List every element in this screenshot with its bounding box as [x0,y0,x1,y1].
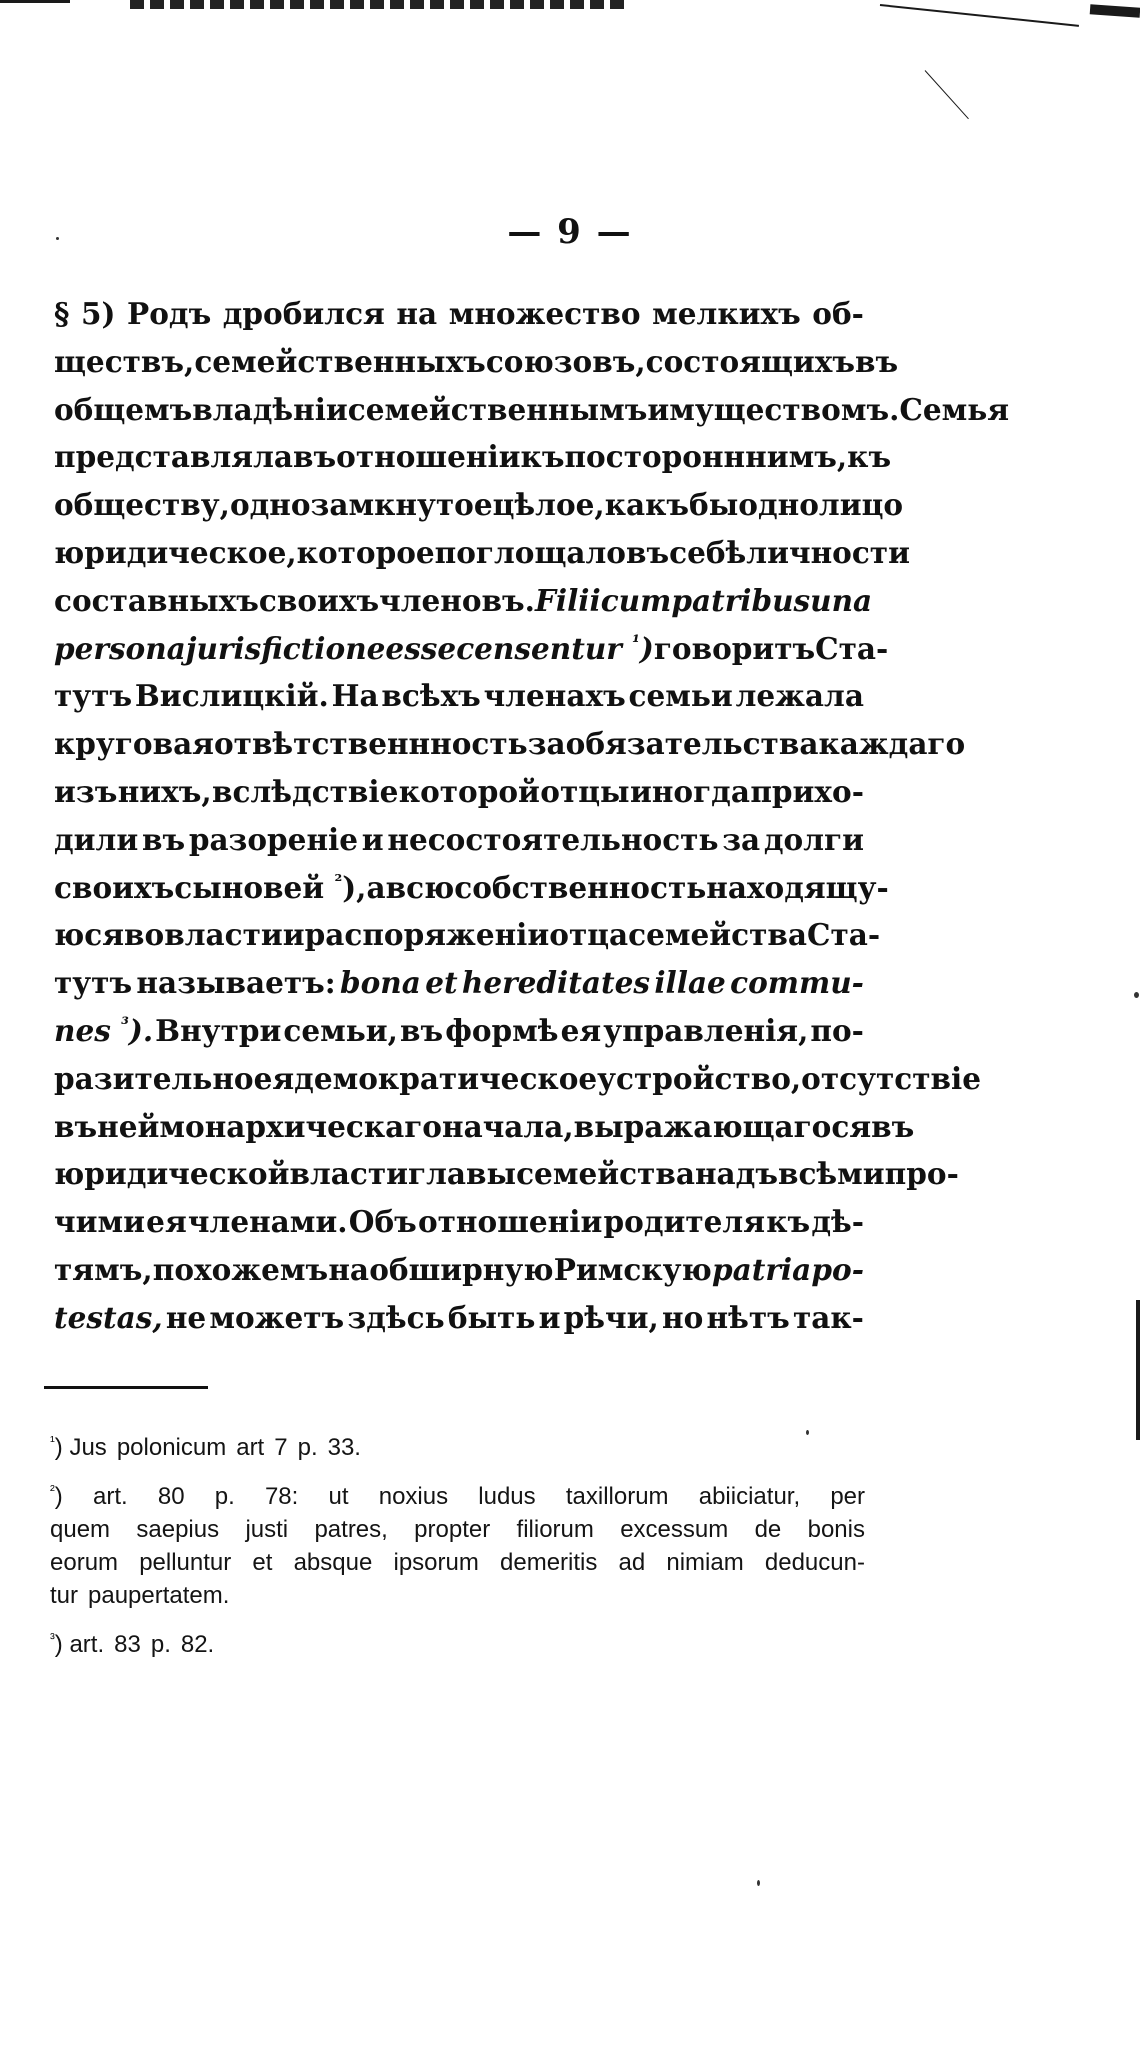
word: про- [884,1156,959,1192]
text-line [54,290,864,338]
word: absque [293,1549,373,1576]
footnote-line [50,1546,865,1579]
word: въ [293,439,337,475]
word: una [810,582,873,618]
word: владѣніи [192,391,348,427]
word: поглощало [434,534,626,570]
word: можетъ [209,1299,345,1335]
word: разореніе [188,821,359,857]
word: $^{^3}$) art. [50,1631,105,1658]
word: тямъ, [54,1251,153,1287]
word: къ [766,1204,811,1240]
word: justi [245,1516,289,1543]
footnote-3 [50,1628,865,1661]
word: Filii [534,582,601,618]
word: состоящихъ [645,343,855,379]
word: pelluntur [139,1549,232,1576]
word: мелкихъ [652,296,801,331]
word: демократическое [294,1060,598,1096]
word: Ста- [807,917,881,953]
word: ut [328,1483,349,1510]
word: но [662,1299,704,1335]
text-line [54,386,1010,434]
word: которой [398,773,540,809]
word: за [527,726,566,762]
word: чими [54,1204,145,1240]
word: bonis [807,1516,865,1543]
word: управленія, [603,1012,809,1048]
text-line [54,577,873,625]
word: p. [297,1434,318,1461]
word: посторонннимъ, [564,439,848,475]
word: монархическаго [159,1108,442,1144]
word: каждаго [818,726,966,762]
word: имуществомъ. [647,391,900,427]
word: patribus [671,582,811,618]
word: Семья [899,391,1010,427]
word: въ [54,1108,98,1144]
word: На [331,678,379,714]
word: 83 [114,1631,141,1658]
word: круговая [54,726,214,762]
word: юридическое, [54,534,297,570]
word: юся [54,917,125,953]
word: Внутри [155,1012,282,1048]
word: членахъ [483,678,626,714]
word: составныхъ [54,582,259,618]
word: ludus [478,1483,536,1510]
footnotes [50,1431,865,1661]
word: отца [549,917,629,953]
word: tur [50,1582,79,1609]
text-line [54,529,910,577]
scan-speck [757,1880,760,1886]
text-line [54,625,889,673]
word: находящу- [706,869,889,905]
body-text [54,290,1010,1342]
word: polonicum [116,1434,227,1461]
word: во [124,917,165,953]
text-line [54,338,899,386]
word: art [236,1434,265,1461]
word: семейственныхъ [194,343,486,379]
word: обширную [369,1251,554,1287]
word: censentur $^{^1}$) [456,630,654,666]
text-line [54,672,864,720]
word: иногда [629,773,750,809]
word: своихъ [54,869,175,905]
word: ad [618,1549,646,1576]
word: ея [560,1012,602,1048]
word: et [425,965,458,1001]
word: deducun- [764,1549,865,1576]
text-line [54,433,892,481]
page-number: — 9 — [507,212,633,252]
word: бы [689,487,739,523]
word: тутъ [54,965,133,1001]
word: лицо [818,487,904,523]
word: commu- [730,965,864,1001]
word: отвѣтственнность [213,726,528,762]
word: замкнутое [310,487,493,523]
word: разительно [54,1060,254,1096]
word: p. [214,1483,235,1510]
word: къ [520,439,565,475]
word: выражающагося [573,1108,872,1144]
word: на [328,1251,370,1287]
word: юридической [54,1156,290,1192]
footnote-1 [50,1431,865,1464]
word: всѣхъ [381,678,481,714]
word: excessum [620,1516,729,1543]
word: множество [448,296,641,331]
word: illae [654,965,726,1001]
word: по- [810,1012,864,1048]
scan-speck [1134,992,1139,998]
word: тутъ [54,678,133,714]
word: и [538,1299,561,1335]
word: лежала [735,678,864,714]
word: семьи, [283,1012,398,1048]
word: а [366,869,386,905]
word: per [830,1483,865,1510]
word: одно [229,487,311,523]
scan-edge-top [130,0,630,9]
word: прихо- [750,773,864,809]
word: 82. [180,1631,215,1658]
word: 33. [327,1434,361,1461]
word: нѣтъ [706,1299,790,1335]
word: и [282,917,305,953]
text-line [54,1103,915,1151]
word: Объ [348,1204,417,1240]
text-line [54,1150,959,1198]
text-line [54,1198,864,1246]
word: одно [738,487,819,523]
word: propter [414,1516,491,1543]
word: говоритъ [653,630,816,666]
word: себѣ [669,534,747,570]
word: формѣ [445,1012,559,1048]
word: po- [811,1251,864,1287]
word: saepius [136,1516,220,1543]
word: въ [855,343,899,379]
word: filiorum [516,1516,594,1543]
word: Родъ [127,296,212,331]
footnote-line [50,1513,865,1546]
footnote-line [50,1579,865,1612]
word: обязательства [565,726,819,762]
word: членами. [187,1204,348,1240]
word: личности [746,534,910,570]
word: taxillorum [565,1483,669,1510]
word: persona [54,630,186,666]
word: устройство, [597,1060,802,1096]
scan-edge-top-left [0,0,70,3]
word: несостоятельность [387,821,719,857]
text-line [54,481,904,529]
word: $^{^2}$) [50,1483,63,1510]
word: въ [141,821,186,857]
word: рѣчи, [563,1299,659,1335]
text-line [54,959,864,1007]
word: 78: [264,1483,299,1510]
footnote-line [50,1480,865,1513]
word: ея [146,1204,187,1240]
word: demeritis [500,1549,598,1576]
word: цѣлое, [492,487,605,523]
word: bona [340,965,421,1001]
word: власти [164,917,283,953]
word: $^{^1}$) Jus [50,1434,107,1461]
word: семейства [628,917,808,953]
word: hereditates [461,965,651,1001]
word: надъ [694,1156,778,1192]
word: главы [408,1156,517,1192]
text-line [54,1055,981,1103]
text-line [54,816,864,864]
text-line [54,911,881,959]
word: начала, [442,1108,574,1144]
word: союзовъ, [485,343,646,379]
footnote-divider [44,1386,208,1389]
word: paupertatem. [88,1582,230,1609]
word: § [54,296,70,331]
word: ней [97,1108,160,1144]
word: ея [253,1060,295,1096]
word: всѣми [777,1156,885,1192]
word: распоряженіи [304,917,550,953]
word: nes $^{^3}$). [54,1012,154,1048]
word: не [165,1299,207,1335]
word: дѣ- [811,1204,864,1240]
word: ществъ, [54,343,195,379]
word: на [396,296,438,331]
word: изъ [54,773,118,809]
word: noxius [378,1483,449,1510]
word: et [252,1549,273,1576]
word: Римскую [553,1251,712,1287]
word: семейственнымъ [347,391,648,427]
word: за [722,821,761,857]
word: отцы [540,773,630,809]
word: обществу, [54,487,230,523]
word: собственность [454,869,707,905]
word: своихъ [258,582,380,618]
word: 80 [157,1483,185,1510]
word: отношеніи [417,1204,603,1240]
word: ipsorum [393,1549,479,1576]
word: patria [712,1251,812,1287]
word: eorum [50,1549,119,1576]
word: въ [871,1108,915,1144]
word: art. [92,1483,128,1510]
word: въ [626,534,670,570]
word: patres, [314,1516,388,1543]
word: семьи [628,678,733,714]
word: родителя [603,1204,766,1240]
text-line [54,1294,864,1342]
word: testas, [54,1299,163,1335]
word: quem [50,1516,111,1543]
text-line [54,1246,864,1294]
word: долги [763,821,864,857]
footnote-2 [50,1480,865,1612]
word: 5) [81,296,116,331]
word: власти [289,1156,409,1192]
scan-edge-fold-line [925,70,969,119]
word: nimiam [666,1549,744,1576]
text-line [54,720,966,768]
word: сыновей $^{^2}$), [174,869,367,905]
word: дили [54,821,139,857]
word: всю [385,869,455,905]
word: похожемъ [152,1251,329,1287]
text-line [54,864,889,912]
word: отсутствіе [801,1060,981,1096]
word: 7 [274,1434,288,1461]
word: какъ [604,487,690,523]
word: Ста- [815,630,889,666]
word: об- [812,296,864,331]
word: Вислицкій. [134,678,329,714]
text-line [54,768,864,816]
word: esse [385,630,457,666]
word: быть [447,1299,536,1335]
scan-edge-fold [880,4,1079,27]
word: здѣсь [347,1299,445,1335]
word: дробился [222,296,385,331]
word: cum [600,582,672,618]
word: так- [792,1299,864,1335]
word: которое [296,534,435,570]
word: abiiciatur, [698,1483,801,1510]
word: общемъ [54,391,193,427]
word: семейства [516,1156,695,1192]
text-line [54,1007,864,1055]
word: въ [400,1012,444,1048]
scan-edge-corner [1090,4,1140,17]
word: называетъ: [136,965,336,1001]
scan-edge-right [1136,1300,1140,1440]
word: p. [150,1631,171,1658]
word: представляла [54,439,294,475]
word: къ [847,439,892,475]
word: и [361,821,384,857]
word: нихъ, [117,773,212,809]
word: отношеніи [336,439,521,475]
word: вслѣдствіе [212,773,399,809]
word: членовъ. [379,582,535,618]
word: de [754,1516,782,1543]
word: jurisfictione [185,630,386,666]
